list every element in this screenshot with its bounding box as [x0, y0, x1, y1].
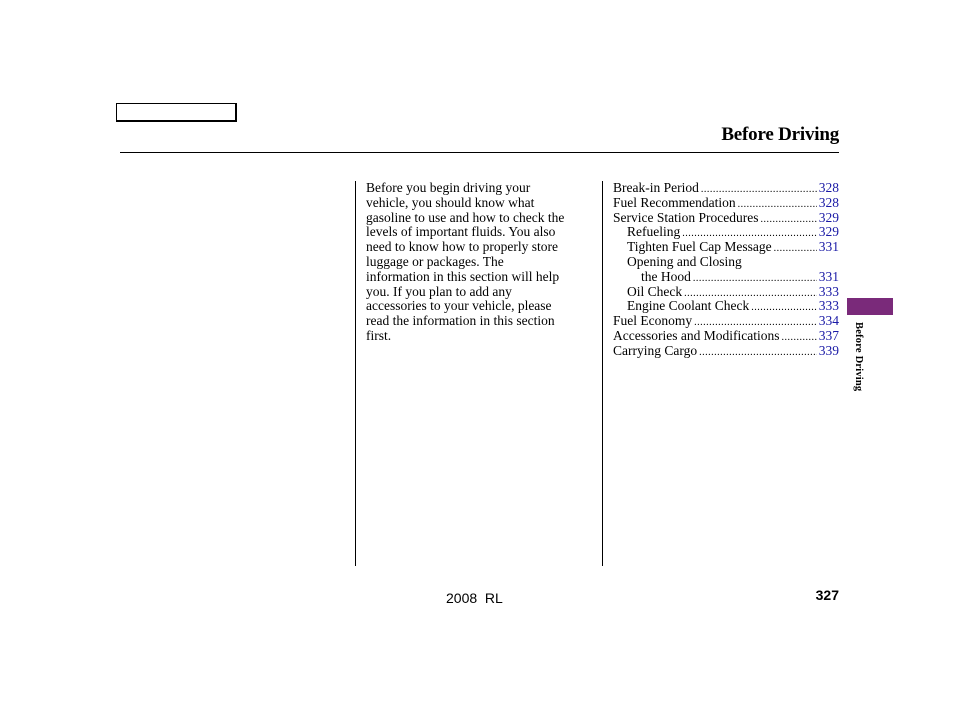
toc-leader-dots — [699, 346, 817, 361]
toc-label: Opening and Closing — [627, 253, 742, 269]
toc-page-link[interactable]: 328 — [818, 180, 839, 195]
toc-label: the Hood — [641, 268, 691, 284]
toc-entry-break-in-period[interactable] — [613, 181, 839, 196]
toc-label: Accessories and Modifications — [613, 327, 780, 343]
toc-page-link[interactable]: 329 — [818, 209, 839, 225]
toc-entry-carrying-cargo[interactable] — [613, 344, 839, 359]
intro-line: levels of important fluids. You also — [366, 224, 556, 240]
intro-line: luggage or packages. The — [366, 253, 504, 269]
table-of-contents — [613, 181, 839, 359]
toc-page-link[interactable]: 339 — [818, 342, 839, 358]
toc-label: Carrying Cargo — [613, 342, 698, 358]
toc-entry-service-station-procedures[interactable] — [613, 211, 839, 226]
toc-leader-dots — [760, 213, 816, 228]
toc-label: Refueling — [627, 224, 681, 240]
toc-entry-fuel-recommendation[interactable] — [613, 196, 839, 211]
toc-page-link[interactable]: 333 — [818, 283, 839, 299]
navigation-box[interactable] — [116, 103, 237, 122]
toc-leader-dots — [751, 301, 817, 316]
footer-model-name: 2008 RL — [446, 590, 503, 606]
intro-line: gasoline to use and how to check the — [366, 209, 565, 225]
toc-entry-fuel-economy[interactable] — [613, 314, 839, 329]
toc-entry-opening-and-closing — [613, 255, 839, 270]
toc-page-link[interactable]: 331 — [818, 268, 839, 284]
toc-label: Fuel Economy — [613, 313, 693, 329]
toc-page-link[interactable]: 328 — [818, 194, 839, 210]
toc-label: Engine Coolant Check — [627, 298, 750, 314]
toc-page-link[interactable]: 331 — [818, 239, 839, 255]
toc-label: Break-in Period — [613, 180, 699, 195]
intro-line: vehicle, you should know what — [366, 194, 535, 210]
toc-entry-engine-coolant-check[interactable] — [613, 299, 839, 314]
page-number: 327 — [815, 587, 839, 603]
intro-line: you. If you plan to add any — [366, 283, 512, 299]
intro-line: information in this section will help — [366, 268, 560, 284]
column-divider-right — [602, 181, 603, 566]
column-divider-left — [355, 181, 356, 566]
intro-line: need to know how to properly store — [366, 239, 558, 255]
toc-entry-the-hood[interactable] — [613, 270, 839, 285]
toc-label: Oil Check — [627, 283, 683, 299]
toc-leader-dots — [781, 331, 816, 346]
section-tab[interactable] — [847, 298, 893, 315]
toc-entry-refueling[interactable] — [613, 225, 839, 240]
toc-page-link[interactable]: 334 — [818, 313, 839, 329]
toc-page-link[interactable]: 337 — [818, 327, 839, 343]
page-title: Before Driving — [721, 124, 839, 145]
toc-label: Service Station Procedures — [613, 209, 759, 225]
title-divider — [120, 152, 839, 153]
section-tab-label: Before Driving — [853, 322, 864, 392]
intro-line: read the information in this section — [366, 313, 555, 329]
toc-label: Fuel Recommendation — [613, 194, 736, 210]
toc-entry-oil-check[interactable] — [613, 285, 839, 300]
toc-page-link[interactable]: 329 — [818, 224, 839, 240]
toc-entry-tighten-fuel-cap-message[interactable] — [613, 240, 839, 255]
toc-leader-dots — [774, 242, 817, 257]
toc-leader-dots — [693, 272, 817, 287]
intro-line: first. — [366, 327, 392, 343]
intro-line: Before you begin driving your — [366, 180, 531, 195]
intro-line: accessories to your vehicle, please — [366, 298, 552, 314]
intro-paragraph — [366, 181, 596, 344]
toc-entry-accessories-and-modifications[interactable] — [613, 329, 839, 344]
toc-label: Tighten Fuel Cap Message — [627, 239, 772, 255]
toc-page-link[interactable]: 333 — [818, 298, 839, 314]
